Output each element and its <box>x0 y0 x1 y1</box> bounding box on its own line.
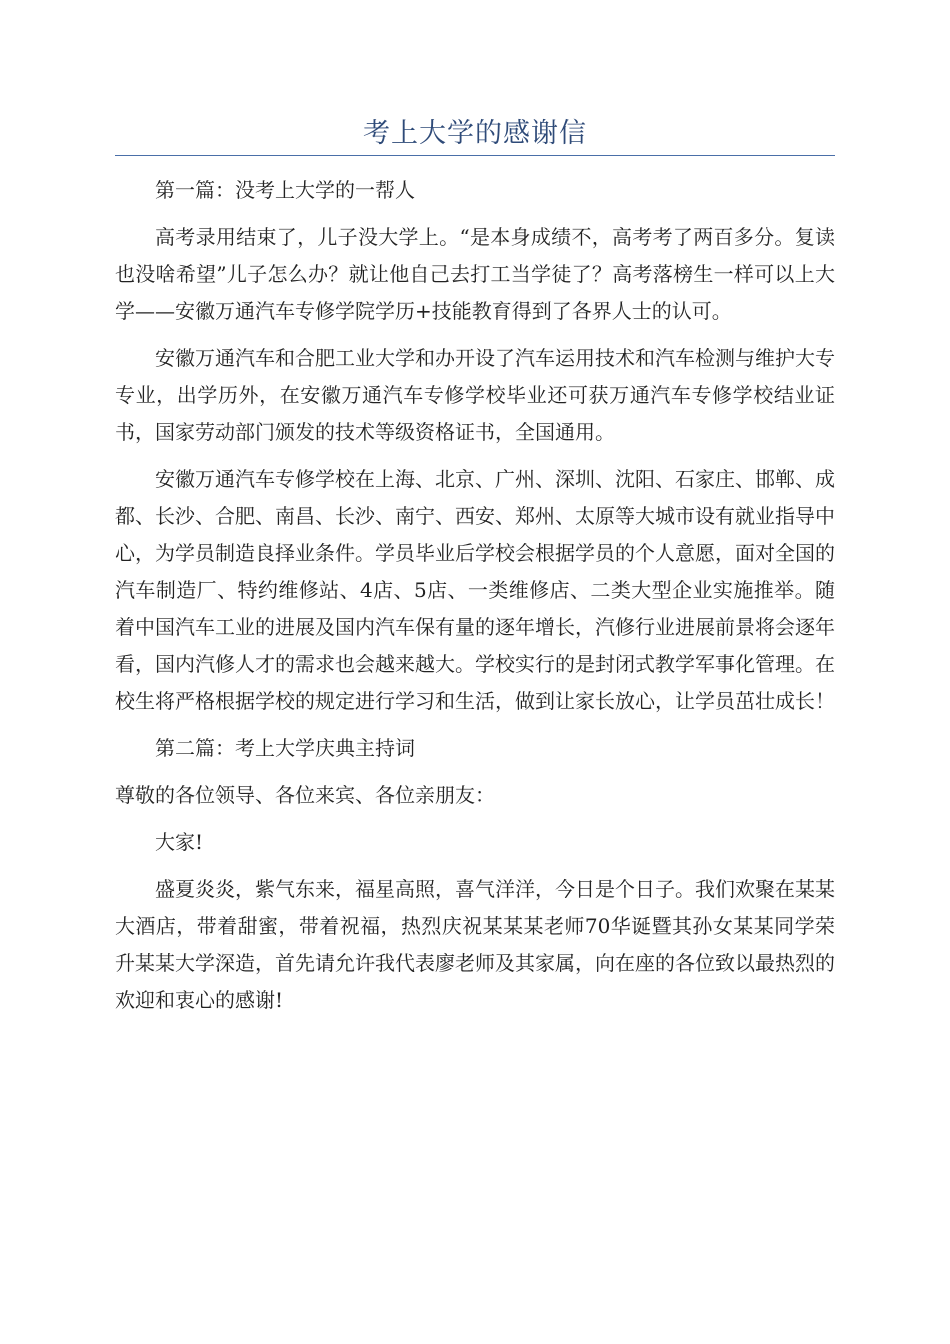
paragraph: 尊敬的各位领导、各位来宾、各位亲朋友： <box>115 783 495 807</box>
paragraph: 第二篇：考上大学庆典主持词 <box>155 736 415 760</box>
paragraph: 第一篇：没考上大学的一帮人 <box>155 178 415 202</box>
paragraph: 大家! <box>155 830 204 854</box>
paragraph: 安徽万通汽车和合肥工业大学和办开设了汽车运用技术和汽车检测与维护大专专业，出学历外，在安徽万通汽车专修学校毕业还可获万通汽车专修学校结业证书，国家劳动部门颁发的技术等级资格证书，全国通用。 <box>115 346 835 444</box>
paragraph: 盛夏炎炎，紫气东来，福星高照，喜气洋洋，今日是个日子。我们欢聚在某某大酒店，带着甜蜜，带着祝福，热烈庆祝某某某老师70华诞暨其孙女某某同学荣升某某大学深造，首先请允许我代表廖老师及其家属，向在座的各位致以最热烈的欢迎和衷心的感谢! <box>115 877 835 1012</box>
paragraph: 高考录用结束了，儿子没大学上。“是本身成绩不，高考考了两百多分。复读也没啥希望”儿子怎么办？就让他自己去打工当学徒了？高考落榜生一样可以上大学——安徽万通汽车专修学院学历+技能教育得到了各界人士的认可。 <box>115 225 835 323</box>
paragraph: 安徽万通汽车专修学校在上海、北京、广州、深圳、沈阳、石家庄、邯郸、成都、长沙、合肥、南昌、长沙、南宁、西安、郑州、太原等大城市设有就业指导中心，为学员制造良择业条件。学员毕业后学校会根据学员的个人意愿，面对全国的汽车制造厂、特约维修站、4店、5店、一类维修店、二类大型企业实施推举。随着中国汽车工业的进展及国内汽车保有量的逐年增长，汽修行业进展前景将会逐年看，国内汽修人才的需求也会越来越大。学校实行的是封闭式教学军事化管理。在校生将严格根据学校的规定进行学习和生活，做到让家长放心，让学员茁壮成长！ <box>115 467 835 713</box>
title-underline <box>115 155 835 156</box>
document-body <box>115 172 835 1029</box>
document-title: 考上大学的感谢信 <box>363 118 587 149</box>
